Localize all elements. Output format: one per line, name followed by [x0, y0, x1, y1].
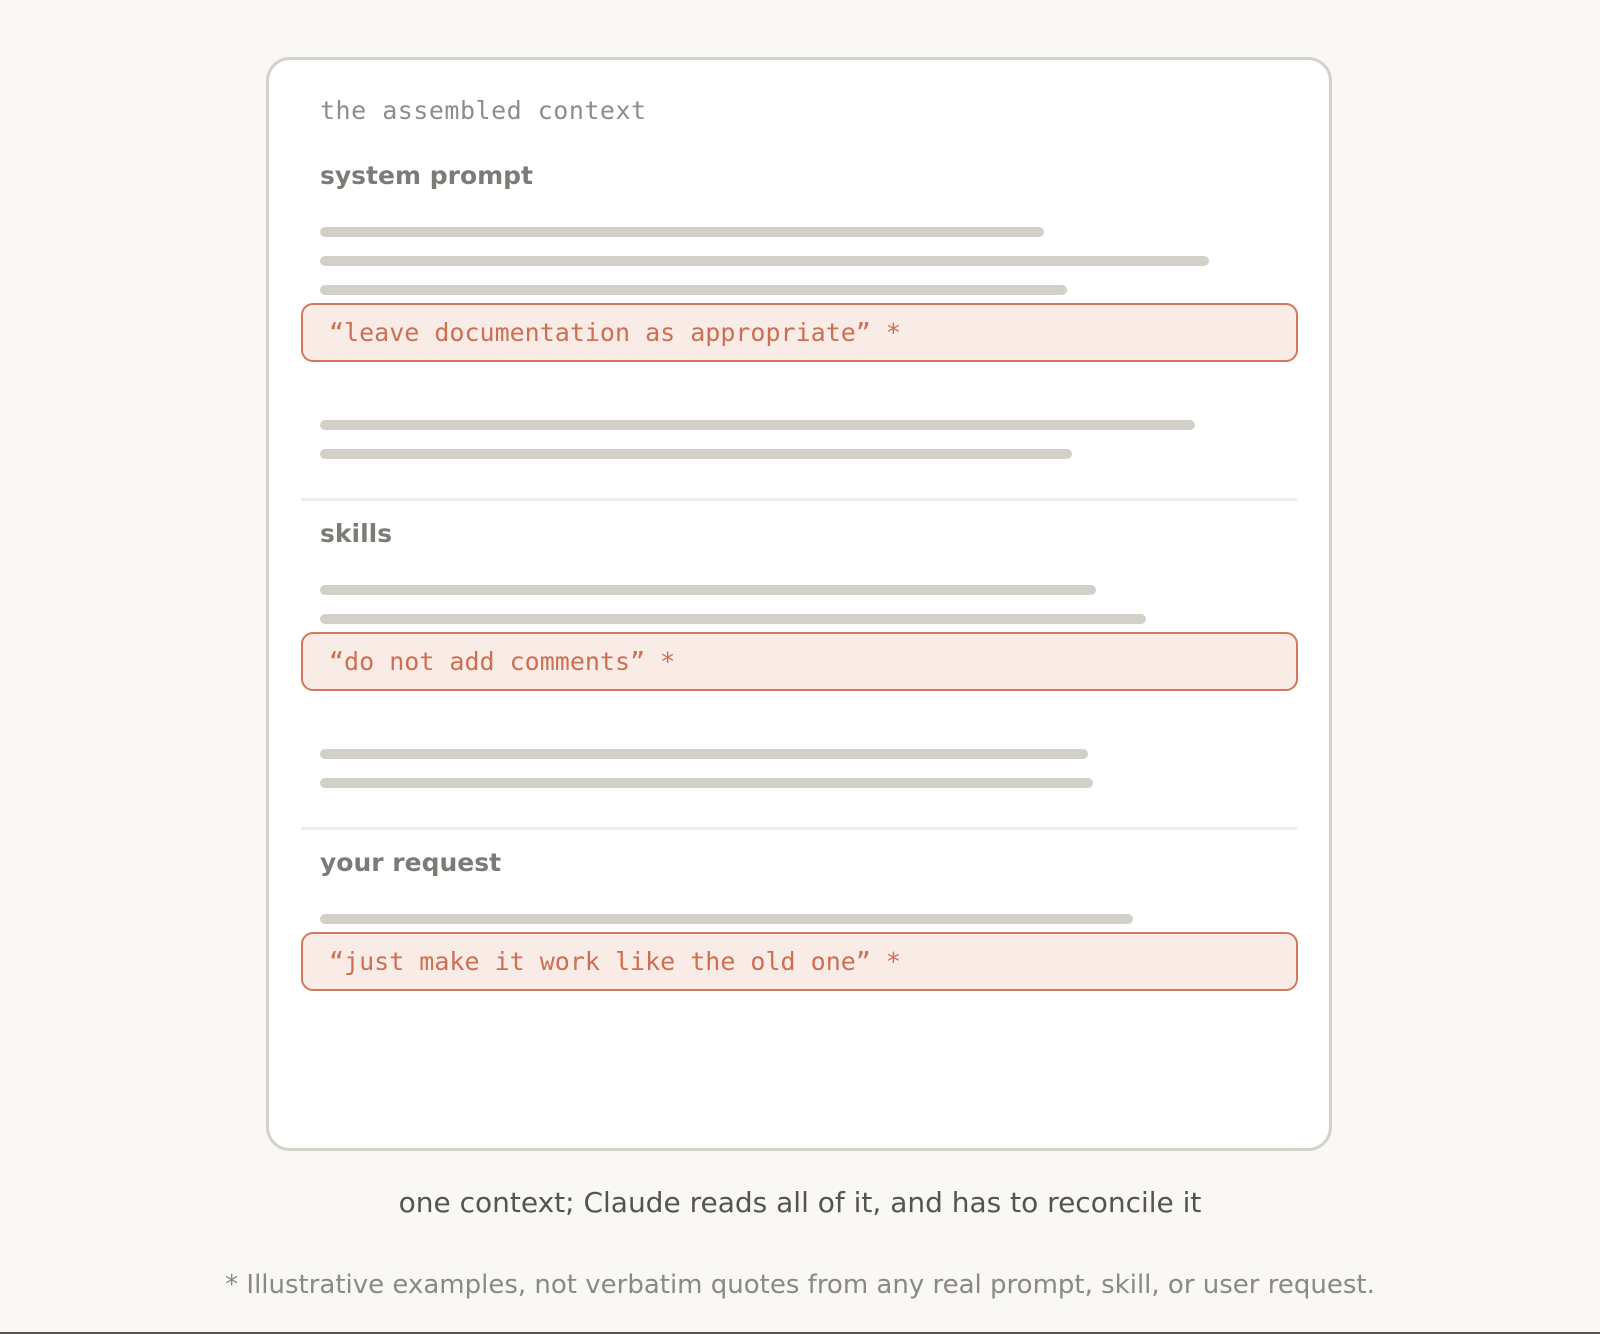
placeholder-text-line [320, 256, 1209, 266]
placeholder-text-line [320, 227, 1044, 237]
placeholder-text-line [320, 614, 1146, 624]
footnote: * Illustrative examples, not verbatim quotes from any real prompt, skill, or user request. [225, 1270, 1375, 1300]
diagram-caption: one context; Claude reads all of it, and has to reconcile it [398, 1186, 1202, 1219]
section-divider [301, 827, 1298, 830]
placeholder-text-line [320, 449, 1072, 459]
placeholder-text-line [320, 749, 1088, 759]
instruction-quote: “just make it work like the old one” * [329, 947, 901, 976]
placeholder-text-line [320, 914, 1133, 924]
panel-title: the assembled context [320, 96, 647, 125]
instruction-quote: “do not add comments” * [329, 647, 676, 676]
highlighted-instruction-system-prompt [301, 303, 1298, 362]
instruction-quote: “leave documentation as appropriate” * [329, 318, 901, 347]
highlighted-instruction-skills [301, 632, 1298, 691]
placeholder-text-line [320, 778, 1093, 788]
section-heading-skills: skills [320, 519, 393, 548]
section-divider [301, 498, 1298, 501]
placeholder-text-line [320, 420, 1195, 430]
placeholder-text-line [320, 585, 1096, 595]
section-heading-system-prompt: system prompt [320, 161, 534, 190]
placeholder-text-line [320, 285, 1067, 295]
highlighted-instruction-your-request [301, 932, 1298, 991]
section-heading-your-request: your request [320, 848, 502, 877]
